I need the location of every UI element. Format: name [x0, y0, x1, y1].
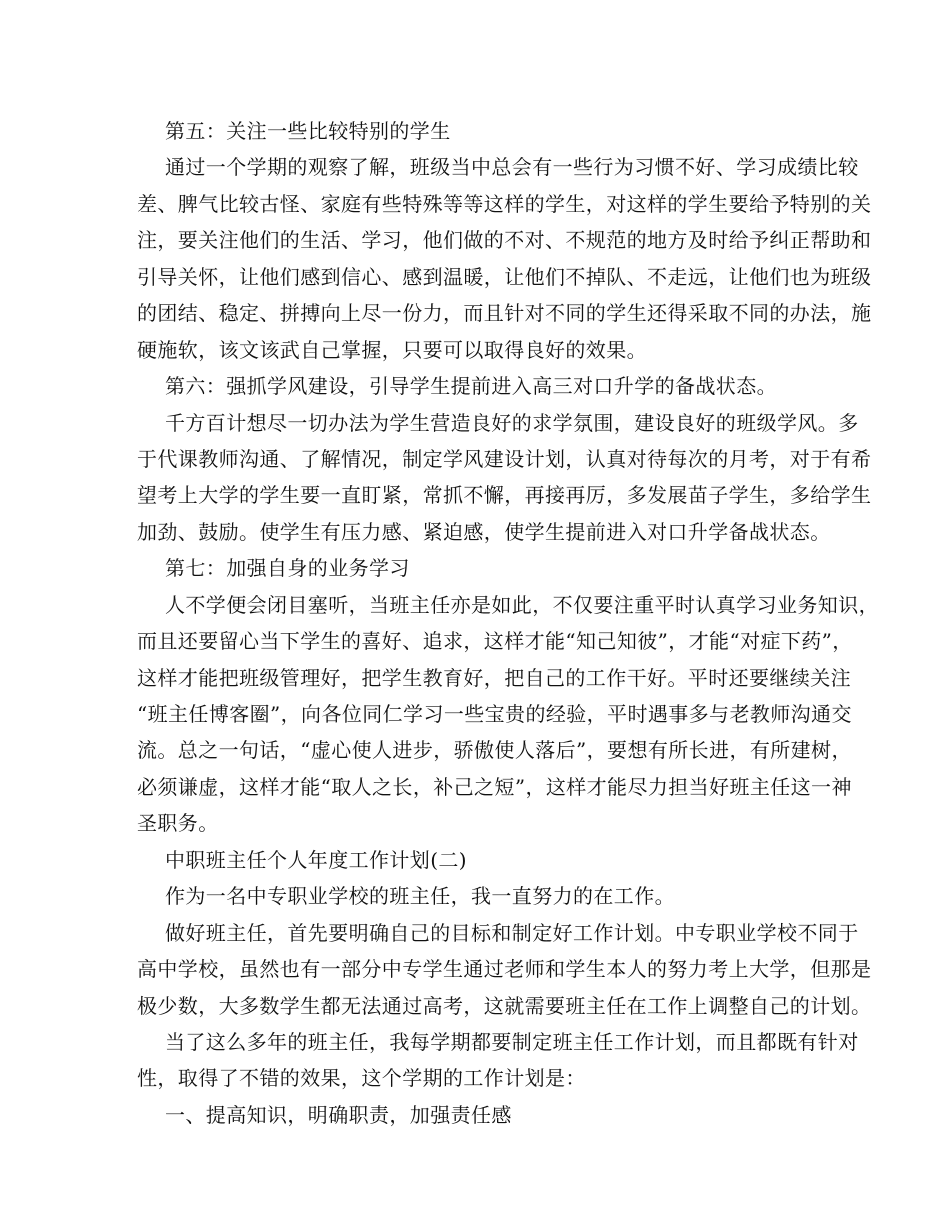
text-line: 作为一名中专职业学校的班主任，我一直努力的在工作。: [165, 884, 675, 909]
text-line: 第七：加强自身的业务学习: [165, 556, 410, 581]
text-line: 高中学校，虽然也有一部分中专学生通过老师和学生本人的努力考上大学，但那是: [137, 957, 872, 982]
text-line: 流。总之一句话，“虚心使人进步，骄傲使人落后”，要想有所长进，有所建树，: [137, 738, 852, 763]
text-line: 加劲、鼓励。使学生有压力感、紧迫感，使学生提前进入对口升学备战状态。: [137, 519, 831, 544]
text-line: 的团结、稳定、拼搏向上尽一份力，而且针对不同的学生还得采取不同的办法，施: [137, 301, 872, 326]
text-line: 千方百计想尽一切办法为学生营造良好的求学氛围，建设良好的班级学风。多: [165, 410, 859, 435]
text-line: 极少数，大多数学生都无法通过高考，这就需要班主任在工作上调整自己的计划。: [137, 993, 872, 1018]
text-line: 性，取得了不错的效果，这个学期的工作计划是：: [137, 1066, 586, 1091]
text-line: 中职班主任个人年度工作计划(二): [165, 847, 468, 872]
text-line: 做好班主任，首先要明确自己的目标和制定好工作计划。中专职业学校不同于: [165, 920, 859, 945]
text-line: 必须谦虚，这样才能“取人之长，补己之短”，这样才能尽力担当好班主任这一神: [137, 774, 852, 799]
text-line: 引导关怀，让他们感到信心、感到温暖，让他们不掉队、不走远，让他们也为班级: [137, 264, 872, 289]
text-line: 第五：关注一些比较特别的学生: [165, 119, 451, 143]
text-line: 注，要关注他们的生活、学习，他们做的不对、不规范的地方及时给予纠正帮助和: [137, 228, 872, 253]
text-line: 人不学便会闭目塞听，当班主任亦是如此，不仅要注重平时认真学习业务知识，: [165, 592, 879, 617]
text-line: 于代课教师沟通、了解情况，制定学风建设计划，认真对待每次的月考，对于有希: [137, 446, 872, 471]
text-line: 这样才能把班级管理好，把学生教育好，把自己的工作干好。平时还要继续关注: [137, 665, 851, 690]
text-line: 第六：强抓学风建设，引导学生提前进入高三对口升学的备战状态。: [165, 374, 777, 399]
text-line: 差、脾气比较古怪、家庭有些特殊等等这样的学生，对这样的学生要给予特别的关: [137, 191, 872, 216]
text-line: 硬施软，该文该武自己掌握，只要可以取得良好的效果。: [137, 337, 647, 362]
text-line: 而且还要留心当下学生的喜好、追求，这样才能“知己知彼”，才能“对症下药”，: [137, 629, 853, 654]
text-line: 望考上大学的学生要一直盯紧，常抓不懈，再接再厉，多发展苗子学生，多给学生: [137, 483, 872, 508]
text-line: 当了这么多年的班主任，我每学期都要制定班主任工作计划，而且都既有针对: [165, 1029, 859, 1054]
text-line: 圣职务。: [137, 811, 219, 836]
text-line: 通过一个学期的观察了解，班级当中总会有一些行为习惯不好、学习成绩比较: [165, 155, 859, 180]
text-line: “班主任博客圈”，向各位同仁学习一些宝贵的经验，平时遇事多与老教师沟通交: [137, 702, 852, 726]
document-page: [137, 113, 879, 1133]
text-line: 一、提高知识，明确职责，加强责任感: [165, 1102, 512, 1127]
